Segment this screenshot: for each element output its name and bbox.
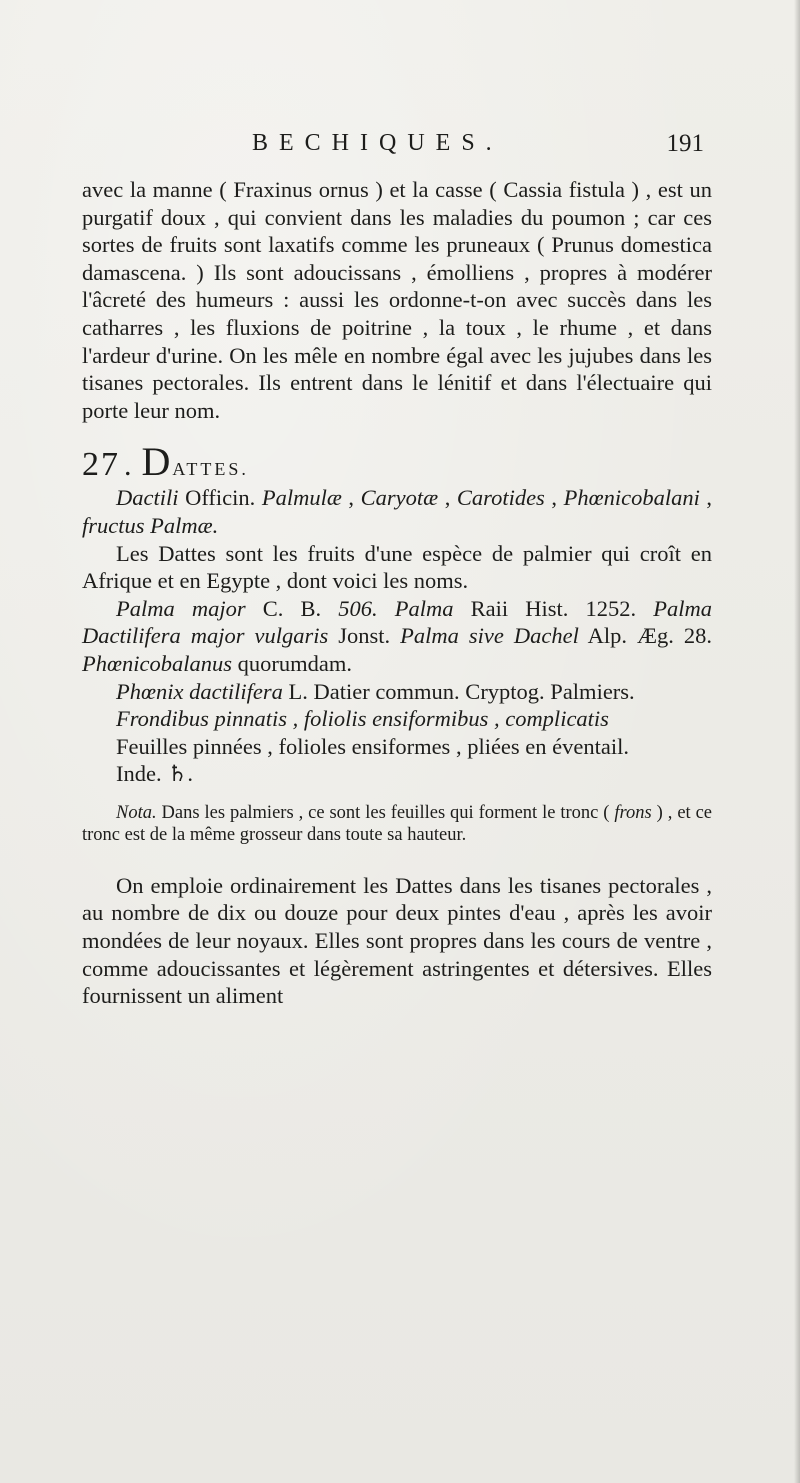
name-reference: C. B. [245,595,339,621]
entry-title-initial: D [141,439,171,485]
name-number: 506. [338,595,378,621]
usage-paragraph: On emploie ordinairement les Dattes dans les tisanes pectorales , au nombre de dix ou douze pour deux pintes d'eau , après les avoir mondées de leur noyaux. Elles sont propres dans les cours de ventre , comme adoucissantes et légèrement astringentes et détersives. Elles fournissent un aliment [82,872,712,1009]
name-latin: Phœnicobalanus [82,650,232,676]
synonym-separator: , [341,485,361,511]
linnaean-name-paragraph [82,678,712,706]
text-block [82,130,712,1010]
nota-paragraph [82,802,712,846]
page-number: 191 [666,130,704,157]
description-paragraph: Les Dattes sont les fruits d'une espèce de palmier qui croît en Afrique et en Egypte , dont voici les noms. [82,540,712,594]
names-paragraph [82,595,712,678]
name-space [378,596,395,621]
synonym-phoenicobalani: Phœnicobalani [563,485,700,511]
entry-title: ATTES. [172,459,249,480]
common-name: L. Datier commun. Cryptog. Palmiers. [282,678,635,704]
nota-text: Dans les palmiers , ce sont les feuilles qui forment le tronc ( [156,802,615,823]
name-reference: Raii Hist. 1252. [453,595,654,621]
name-reference: Jonst. [328,623,401,649]
running-head: BECHIQUES. [252,130,503,156]
entry-number: 27 [82,446,120,484]
latin-characters-text: Frondibus pinnatis , foliolis ensiformibus , complicatis [116,706,609,732]
name-latin: Palma major [116,595,246,621]
nota-text: ) , et ce tronc est de la même grosseur dans toute sa hauteur. [82,802,713,845]
name-reference: Alp. Æg. 28. [578,623,713,649]
entry-heading [82,439,712,485]
synonym-carotides: Carotides [456,485,545,511]
french-characters: Feuilles pinnées , folioles ensiformes , pliées en éventail. [116,733,629,759]
synonyms-line [82,484,712,539]
name-reference: quorumdam. [232,650,352,676]
name-latin: Palma Dactilifera major vulgaris [82,595,713,649]
synonym-text: Officin. [178,485,262,511]
origin-line: Inde. ♄. [116,761,194,787]
synonym-separator: , [699,485,713,511]
latin-characters [82,705,712,733]
synonym-separator: , [544,485,564,511]
linnaean-name: Phœnix dactilifera [116,678,283,704]
page-edge-shadow [794,0,800,1483]
continued-paragraph: avec la manne ( Fraxinus ornus ) et la casse ( Cassia fistula ) , est un purgatif doux , qui convient dans les maladies du poumon ; car ces sortes de fruits sont laxatifs comme les pruneaux ( Prunus domestica damascena. ) Ils sont adoucissans , émolliens , propres à modérer l'âcreté des humeurs : aussi les ordonne-t-on avec succès dans les catharres , les fluxions de poitrine , la toux , le rhume , et dans l'ardeur d'urine. On les mêle en nombre égal avec les jujubes dans les tisanes pectorales. Ils entrent dans le lénitif et dans l'électuaire qui porte leur nom. [82,177,712,423]
entry-dot: . [124,449,132,483]
nota-frons: frons [614,802,652,823]
synonym-caryotae: Caryotæ [360,485,439,511]
synonym-separator: , [438,485,457,511]
name-latin: Palma [394,595,454,621]
synonym-dactili: Dactili [116,485,179,511]
page-header [82,130,712,172]
synonym-palmulae: Palmulæ [261,485,342,511]
synonym-fructus-palmae: fructus Palmæ. [82,512,219,538]
name-latin: Palma sive Dachel [400,623,579,649]
nota-label: Nota. [116,802,157,823]
